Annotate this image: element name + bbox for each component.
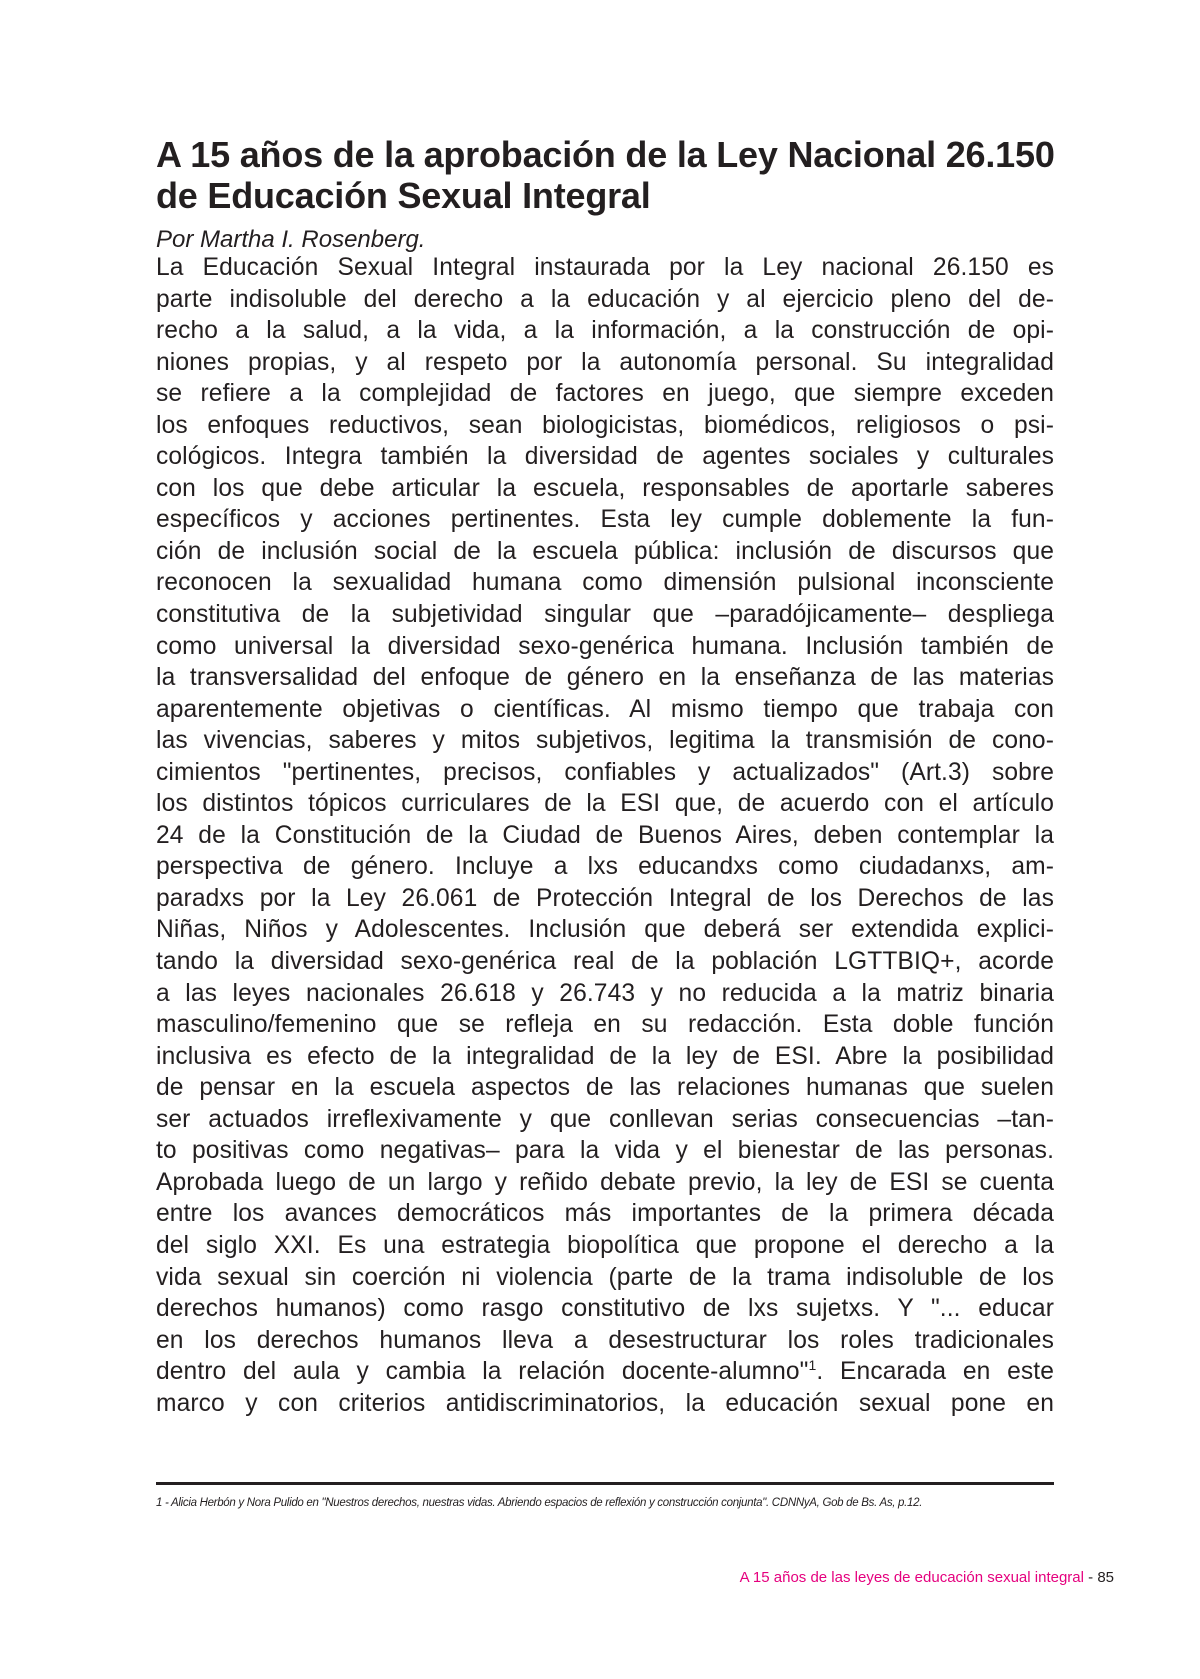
body-line <box>156 914 1054 946</box>
body-line-text: de pensar en la escuela aspectos de las relaciones humanas que suelen <box>156 1074 1054 1102</box>
footnote-marker[interactable]: 1 <box>808 1357 817 1374</box>
body-line <box>156 1041 1054 1073</box>
body-line <box>156 567 1054 599</box>
body-line-text: tando la diversidad sexo-genérica real de la población LGTTBIQ+, acorde <box>156 948 1054 976</box>
body-line <box>156 1356 1054 1388</box>
body-line <box>156 820 1054 852</box>
body-line-text: 24 de la Constitución de la Ciudad de Buenos Aires, deben contemplar la <box>156 821 1054 849</box>
body-line <box>156 1325 1054 1357</box>
body-line-text: La Educación Sexual Integral instaurada por la Ley nacional 26.150 es <box>156 254 1054 281</box>
footnote-divider <box>156 1482 1054 1485</box>
body-line-text: con los que debe articular la escuela, responsables de aportarle saberes <box>156 474 1054 502</box>
body-line <box>156 378 1054 410</box>
body-line <box>156 757 1054 789</box>
page-footer <box>740 1568 1114 1588</box>
body-line-text: las vivencias, saberes y mitos subjetivos, legitima la transmisión de cono- <box>156 727 1054 755</box>
body-line <box>156 504 1054 536</box>
body-line-text: marco y con criterios antidiscriminatorios, la educación sexual pone en <box>156 1389 1054 1417</box>
body-line <box>156 946 1054 978</box>
body-line <box>156 725 1054 757</box>
body-line-text: la transversalidad del enfoque de género en la enseñanza de las materias <box>156 664 1054 692</box>
body-line <box>156 1388 1054 1420</box>
body-line <box>156 1293 1054 1325</box>
body-line <box>156 978 1054 1010</box>
body-line <box>156 788 1054 820</box>
body-line-text: ción de inclusión social de la escuela pública: inclusión de discursos que <box>156 537 1054 565</box>
page-number: 85 <box>1097 1569 1114 1586</box>
body-line <box>156 473 1054 505</box>
body-line-text: niones propias, y al respeto por la autonomía personal. Su integralidad <box>156 348 1054 376</box>
body-line-text: recho a la salud, a la vida, a la información, a la construcción de opi- <box>156 317 1054 345</box>
body-line <box>156 252 1054 284</box>
body-line-text: derechos humanos) como rasgo constitutivo de lxs sujetxs. Y "... educar <box>156 1295 1054 1323</box>
body-line <box>156 599 1054 631</box>
body-line-text: inclusiva es efecto de la integralidad de la ley de ESI. Abre la posibilidad <box>156 1042 1054 1070</box>
body-line <box>156 1230 1054 1262</box>
body-line-text: vida sexual sin coerción ni violencia (parte de la trama indisoluble de los <box>156 1263 1054 1291</box>
body-line-text: a las leyes nacionales 26.618 y 26.743 y no reducida a la matriz binaria <box>156 979 1054 1007</box>
body-line-text: reconocen la sexualidad humana como dimensión pulsional inconsciente <box>156 569 1054 597</box>
body-line <box>156 1167 1054 1199</box>
body-line-text: como universal la diversidad sexo-genérica humana. Inclusión también de <box>156 632 1054 660</box>
body-line <box>156 883 1054 915</box>
body-line-text: aparentemente objetivas o científicas. Al mismo tiempo que trabaja con <box>156 695 1054 723</box>
body-line <box>156 1009 1054 1041</box>
body-line <box>156 1135 1054 1167</box>
body-line <box>156 631 1054 663</box>
body-line <box>156 1072 1054 1104</box>
body-line-text: Niñas, Niños y Adolescentes. Inclusión que deberá ser extendida explici- <box>156 916 1054 944</box>
body-line-text: Aprobada luego de un largo y reñido debate previo, la ley de ESI se cuenta <box>156 1168 1054 1196</box>
article-body <box>156 252 1054 1419</box>
body-line-text: se refiere a la complejidad de factores en juego, que siempre exceden <box>156 380 1054 408</box>
body-line-text: los distintos tópicos curriculares de la ESI que, de acuerdo con el artículo <box>156 790 1054 818</box>
body-line <box>156 662 1054 694</box>
body-line <box>156 315 1054 347</box>
body-line-text: paradxs por la Ley 26.061 de Protección Integral de los Derechos de las <box>156 884 1054 912</box>
body-line <box>156 536 1054 568</box>
body-line <box>156 410 1054 442</box>
body-line-text: dentro del aula y cambia la relación docente-alumno" <box>156 1358 809 1386</box>
footer-running-title: A 15 años de las leyes de educación sexual integral <box>739 1569 1084 1586</box>
body-line-text: cimientos "pertinentes, precisos, confiables y actualizados" (Art.3) sobre <box>156 758 1054 786</box>
footer-separator: - <box>1083 1569 1098 1586</box>
body-line-text: constitutiva de la subjetividad singular que –paradójicamente– despliega <box>156 601 1054 629</box>
body-line-text: del siglo XXI. Es una estrategia biopolítica que propone el derecho a la <box>156 1231 1054 1259</box>
body-line-text: cológicos. Integra también la diversidad de agentes sociales y culturales <box>156 443 1054 471</box>
body-line <box>156 284 1054 316</box>
body-line <box>156 441 1054 473</box>
footnote: 1 - Alicia Herbón y Nora Pulido en "Nuestros derechos, nuestras vidas. Abriendo espacios de reflexión y construcción conjunta". CDNNyA, Gob de Bs. As, p.12. <box>156 1497 923 1509</box>
body-line-text: los enfoques reductivos, sean biologicistas, biomédicos, religiosos o psi- <box>156 411 1054 439</box>
article-byline: Por Martha I. Rosenberg. <box>156 226 426 253</box>
article-title: A 15 años de la aprobación de la Ley Nacional 26.150 de Educación Sexual Integral <box>156 134 1055 216</box>
body-line-text: perspectiva de género. Incluye a lxs educandxs como ciudadanxs, am- <box>156 853 1054 881</box>
body-line <box>156 1104 1054 1136</box>
body-line-text: en los derechos humanos lleva a desestructurar los roles tradicionales <box>156 1326 1054 1354</box>
body-line <box>156 851 1054 883</box>
body-line-text: específicos y acciones pertinentes. Esta ley cumple doblemente la fun- <box>156 506 1054 534</box>
body-line-text: to positivas como negativas– para la vida y el bienestar de las personas. <box>156 1137 1054 1165</box>
body-line-text: parte indisoluble del derecho a la educación y al ejercicio pleno del de- <box>156 285 1054 313</box>
body-line <box>156 1198 1054 1230</box>
body-line <box>156 694 1054 726</box>
body-line-text: ser actuados irreflexivamente y que conllevan serias consecuencias –tan- <box>156 1105 1054 1133</box>
body-line <box>156 347 1054 379</box>
body-line-text: entre los avances democráticos más importantes de la primera década <box>156 1200 1054 1228</box>
body-line-text-tail: . Encarada en este <box>816 1358 1054 1386</box>
body-line-text: masculino/femenino que se refleja en su redacción. Esta doble función <box>156 1011 1054 1039</box>
body-line <box>156 1262 1054 1294</box>
